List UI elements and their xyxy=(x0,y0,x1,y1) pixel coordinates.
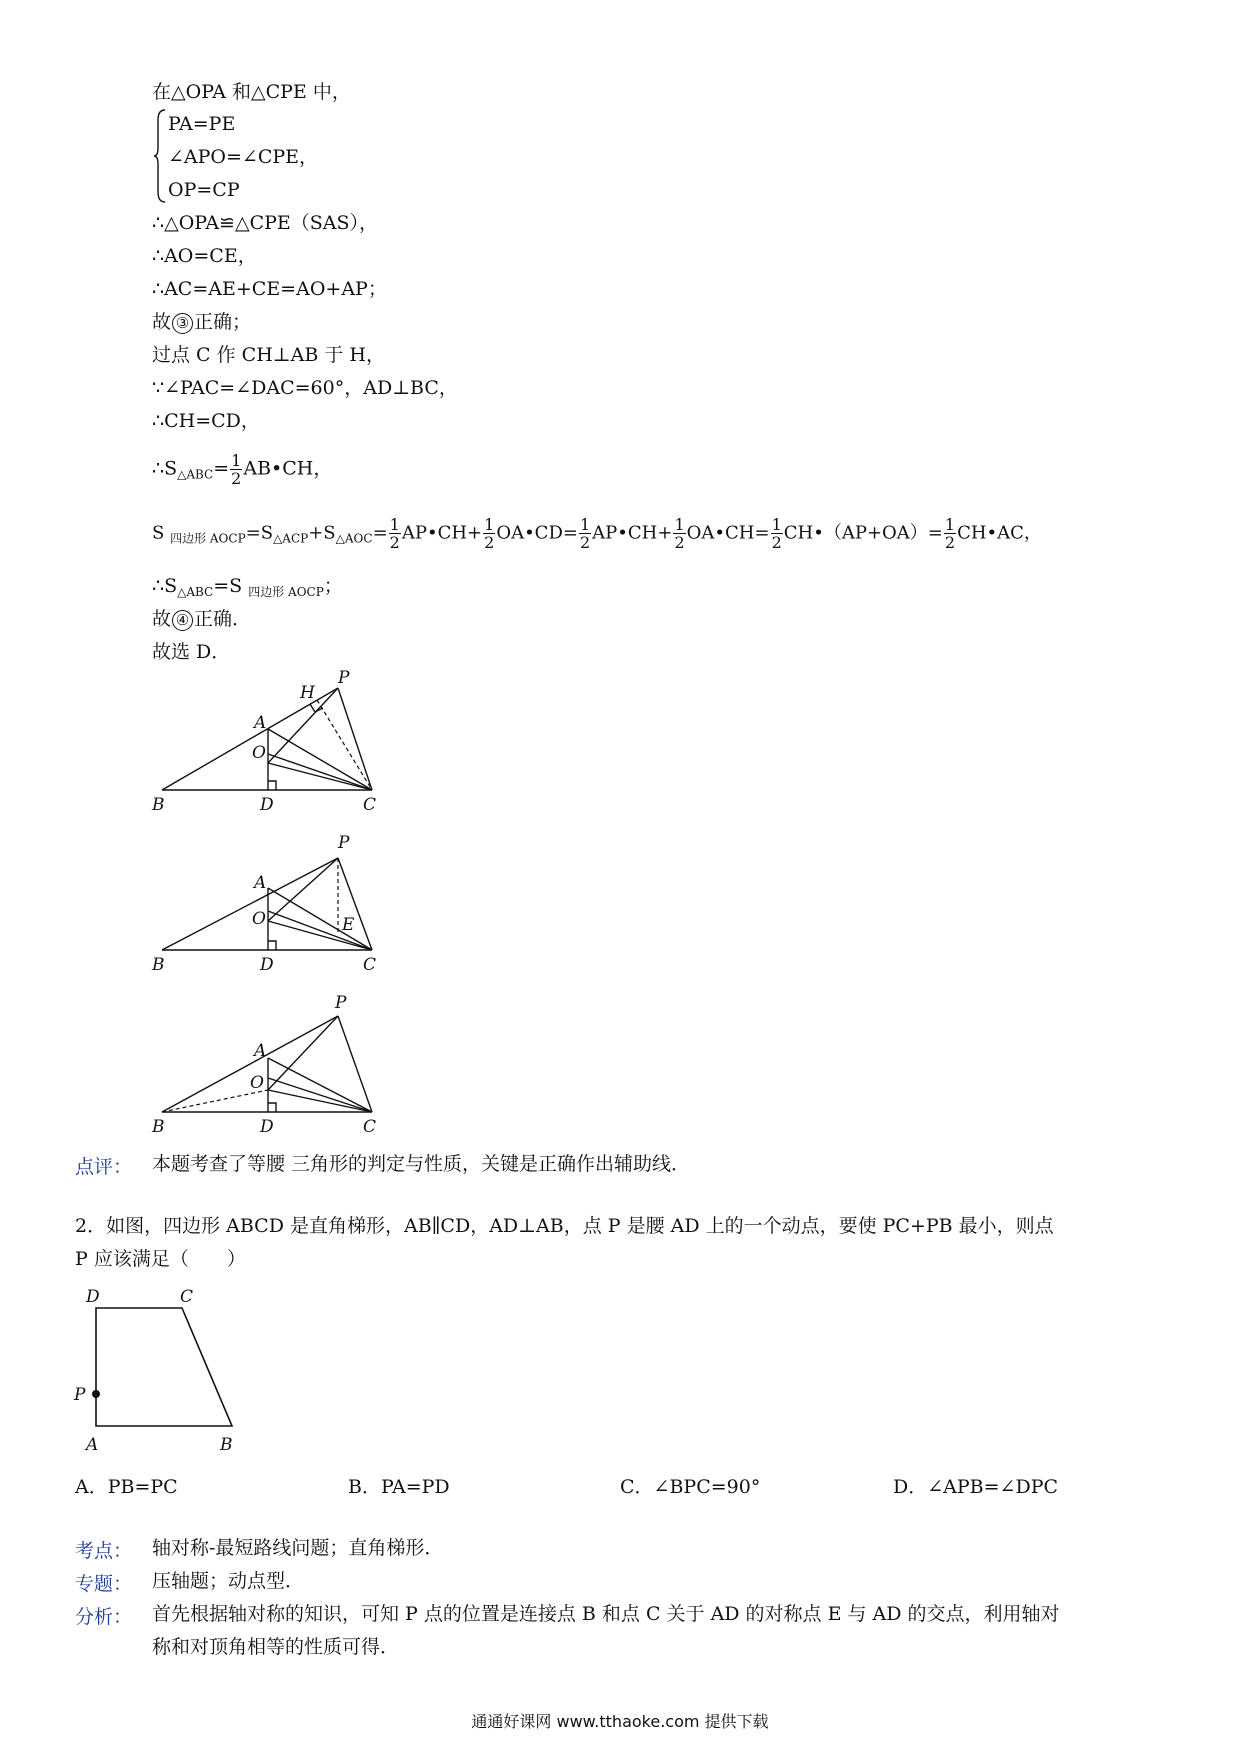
system-eq-2: ∠APO=∠CPE， xyxy=(168,146,319,168)
point-label: A xyxy=(254,1041,267,1061)
fenxi-label: 分析： xyxy=(75,1606,133,1628)
point-label: C xyxy=(363,955,377,975)
point-label: A xyxy=(86,1435,99,1455)
point-label: D xyxy=(260,955,274,975)
trapezoid-figure xyxy=(70,1282,250,1458)
option-b[interactable]: B．PA=PD xyxy=(348,1476,450,1498)
zhuanti-label: 专题： xyxy=(75,1573,133,1595)
figure-1 xyxy=(148,668,388,816)
point-label: B xyxy=(152,1117,165,1137)
kaodian-text: 轴对称-最短路线问题；直角梯形． xyxy=(152,1537,444,1559)
option-a[interactable]: A．PB=PC xyxy=(75,1476,178,1498)
point-label: P xyxy=(74,1385,86,1405)
solution-line: ∴△OPA≌△CPE（SAS）， xyxy=(152,212,379,234)
circled-number: ③ xyxy=(172,313,193,334)
zhuanti-text: 压轴题；动点型． xyxy=(152,1570,305,1592)
point-label: D xyxy=(86,1287,100,1307)
solution-line: 在△OPA 和△CPE 中， xyxy=(152,81,351,103)
solution-line: 故选 D． xyxy=(152,641,231,663)
page-footer: 通通好课网 www.tthaoke.com 提供下载 xyxy=(471,1712,769,1731)
text: 故 xyxy=(152,311,172,333)
point-label: H xyxy=(300,683,315,703)
point-label: P xyxy=(338,833,350,853)
option-c[interactable]: C．∠BPC=90° xyxy=(620,1476,761,1498)
point-label: A xyxy=(254,713,267,733)
point-label: C xyxy=(363,795,377,815)
question-text: 2．如图，四边形 ABCD 是直角梯形，AB∥CD，AD⊥AB，点 P 是腰 AD 上的一个动点，要使 PC+PB 最小，则点 xyxy=(75,1215,1054,1237)
system-eq-1: PA=PE xyxy=(168,113,236,135)
point-label: D xyxy=(260,795,274,815)
point-label: E xyxy=(342,915,355,935)
point-label: A xyxy=(254,873,267,893)
brace-icon xyxy=(154,108,166,204)
solution-line: ∵∠PAC=∠DAC=60°，AD⊥BC， xyxy=(152,377,458,399)
fraction: $\frac{1}{2}$ xyxy=(231,451,242,488)
point-label: C xyxy=(363,1117,377,1137)
kaodian-label: 考点： xyxy=(75,1540,133,1562)
solution-line: $\therefore S_{\triangle ABC}=S$ $_{四边形 AOCP}$； xyxy=(152,575,343,599)
option-d[interactable]: D．∠APB=∠DPC xyxy=(893,1476,1059,1498)
solution-line: 故 ④ 正确． xyxy=(152,608,252,630)
solution-line xyxy=(152,310,251,334)
solution-line: ∴CH=CD， xyxy=(152,410,260,432)
text: AB•CH， xyxy=(243,457,333,480)
point-label: C xyxy=(180,1287,194,1307)
circled-number: ④ xyxy=(172,610,193,631)
point-label: O xyxy=(252,909,266,929)
point-label: P xyxy=(335,993,347,1013)
figure-3 xyxy=(148,990,388,1138)
question-text: P 应该满足（ ） xyxy=(75,1248,246,1270)
point-label: B xyxy=(152,795,165,815)
system-eq-3: OP=CP xyxy=(168,179,240,201)
point-label: P xyxy=(338,668,350,688)
review-label: 点评： xyxy=(75,1156,133,1178)
point-label: B xyxy=(152,955,165,975)
text: 正确； xyxy=(194,311,252,333)
solution-line: ∴AO=CE， xyxy=(152,245,257,267)
point-label: O xyxy=(252,743,266,763)
solution-line: ∴AC=AE+CE=AO+AP； xyxy=(152,278,387,300)
solution-line: 过点 C 作 CH⊥AB 于 H， xyxy=(152,344,385,366)
area-formula-2: S $_{四边形 AOCP}=S_{\triangle ACP}+S_{\triangle AOC}=$ $\frac{1}{2}$ AP•CH+ $\frac{1}{2}$ OA•CD= $\frac{1}{2}$ AP•CH+ $\frac{1}{2}$ OA•CH= $\frac{1}{2}$ CH•（AP+OA）= $\frac{1}{2}$ CH•AC， xyxy=(152,515,1042,552)
fenxi-text: 称和对顶角相等的性质可得． xyxy=(152,1636,400,1658)
point-label: D xyxy=(260,1117,274,1137)
area-formula-1 xyxy=(152,452,332,487)
subscript: △ABC xyxy=(177,467,214,482)
figure-2 xyxy=(148,828,388,976)
fenxi-text: 首先根据轴对称的知识，可知 P 点的位置是连接点 B 和点 C 关于 AD 的对称点 E 与 AD 的交点，利用轴对 xyxy=(152,1603,1060,1625)
text: ∴S xyxy=(152,457,178,480)
text: = xyxy=(213,457,230,480)
point-label: O xyxy=(250,1073,264,1093)
point-label: B xyxy=(220,1435,233,1455)
review-text: 本题考查了等腰 三角形的判定与性质，关键是正确作出辅助线． xyxy=(152,1153,691,1175)
